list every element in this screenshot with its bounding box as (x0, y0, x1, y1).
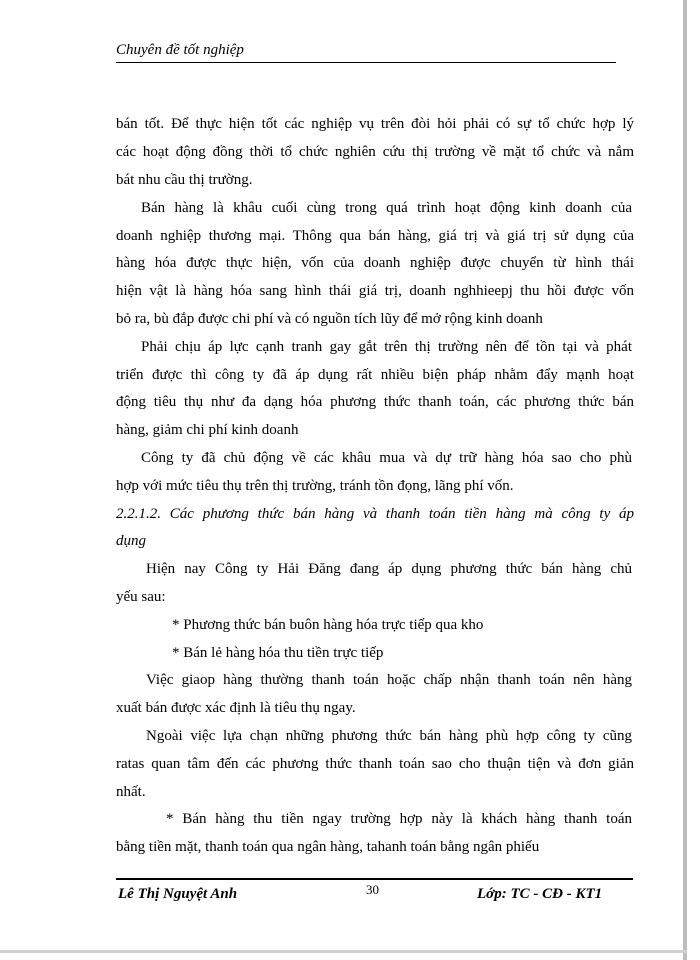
text-line: doanh nghiệp thương mại. Thông qua bán hàng, giá trị và giá trị sử dụng của (116, 228, 634, 244)
section-heading: dụng (116, 533, 146, 549)
running-header: Chuyên đề tốt nghiệp (116, 42, 244, 58)
text-line: Phải chịu áp lực cạnh tranh gay gắt trên thị trường nên để tồn tại và phát (141, 339, 632, 355)
footer-class: Lớp: TC - CĐ - KT1 (477, 886, 603, 902)
text-line: hàng hóa được thực hiện, vốn của doanh nghiệp được chuyển từ hình thái (116, 255, 634, 271)
list-item: * Phương thức bán buôn hàng hóa trực tiếp qua kho (172, 617, 484, 633)
text-line: bằng tiền mặt, thanh toán qua ngân hàng, tahanh toán bằng ngân phiếu (116, 839, 540, 855)
text-line: hiện vật là hàng hóa sang hình thái giá trị, doanh nghhieepj thu hồi được vốn (116, 283, 634, 299)
section-heading: 2.2.1.2. Các phương thức bán hàng và thanh toán tiền hàng mà công ty áp (116, 506, 634, 522)
text-line: bán tốt. Để thực hiện tốt các nghiệp vụ trên đòi hỏi phải có sự tổ chức hợp lý (116, 116, 634, 132)
list-item: * Bán lẻ hàng hóa thu tiền trực tiếp (172, 645, 384, 661)
text-line: ratas quan tâm đến các phương thức thanh toán sao cho thuận tiện và đơn giản (116, 756, 634, 772)
text-line: Việc giaop hàng thường thanh toán hoặc chấp nhận thanh toán nên hàng (146, 672, 632, 688)
page-edge-right (683, 0, 687, 960)
text-line: hợp với mức tiêu thụ trên thị trường, tránh tồn đọng, lãng phí vốn. (116, 478, 514, 494)
page-number: 30 (366, 882, 379, 897)
text-line: Bán hàng là khâu cuối cùng trong quá trình hoạt động kinh doanh của (141, 200, 632, 216)
text-line: bỏ ra, bù đắp được chi phí và có nguồn tích lũy để mở rộng kinh doanh (116, 311, 543, 327)
text-line: nhất. (116, 784, 146, 800)
text-line: các hoạt động đồng thời tổ chức nghiên cứu thị trường về mặt tổ chức và nắm (116, 144, 634, 160)
text-line: bát nhu cầu thị trường. (116, 172, 253, 188)
text-line: hàng, giảm chi phí kinh doanh (116, 422, 299, 438)
page-edge-bottom (0, 950, 687, 953)
text-line: * Bán hàng thu tiền ngay trường hợp này là khách hàng thanh toán (166, 811, 632, 827)
text-line: Hiện nay Công ty Hải Đăng đang áp dụng phương thức bán hàng chủ (146, 561, 632, 577)
text-line: Ngoài việc lựa chạn những phương thức bán hàng phù hợp công ty cũng (146, 728, 632, 744)
footer-rule (116, 878, 633, 880)
header-rule (116, 62, 616, 63)
footer-author: Lê Thị Nguyệt Anh (118, 886, 238, 902)
text-line: triển được thì công ty đã áp dụng rất nhiều biện pháp nhằm đẩy mạnh hoạt (116, 367, 634, 383)
text-line: Công ty đã chủ động về các khâu mua và dự trữ hàng hóa sao cho phù (141, 450, 632, 466)
text-line: động tiêu thụ như đa dạng hóa phương thức thanh toán, các phương thức bán (116, 394, 634, 410)
text-line: xuất bán được xác định là tiêu thụ ngay. (116, 700, 356, 716)
text-line: yếu sau: (116, 589, 166, 605)
